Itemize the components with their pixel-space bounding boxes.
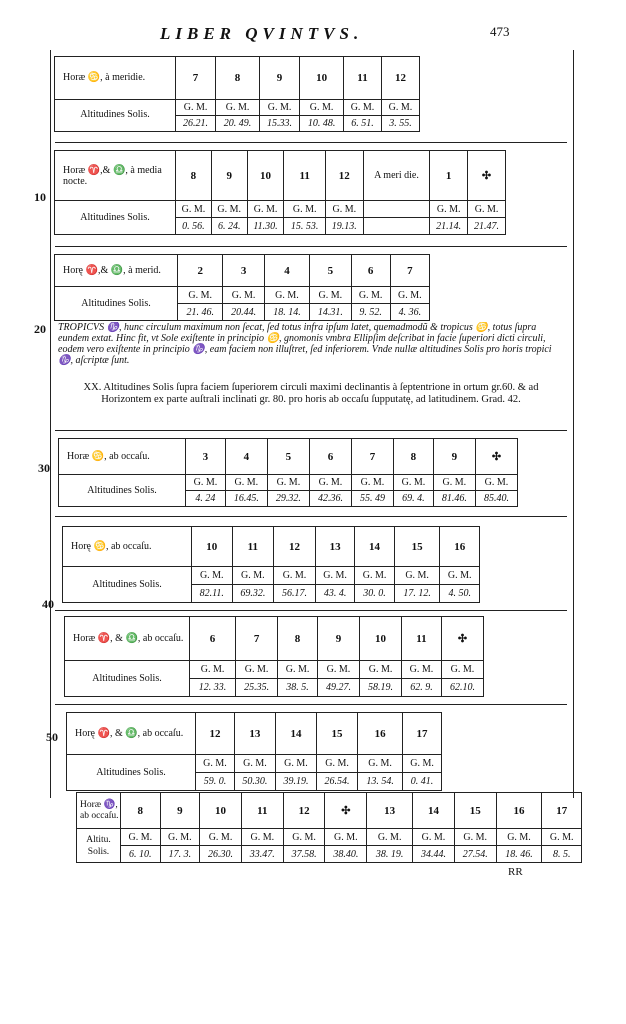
table-8 bbox=[76, 792, 582, 863]
hour-cell: ✣ bbox=[441, 617, 483, 661]
value-cell: 9. 52. bbox=[351, 304, 390, 321]
value-cell: 20. 49. bbox=[216, 115, 260, 131]
gm-cell: G. M. bbox=[176, 201, 212, 218]
tropic-note: TROPICVS ♑, hunc circulum maximum non ſecat, ſed totus infra ipſum latet, quemadmodũ & tropicus ♋, totus ſupra eundem extat. Hinc fit, vt Sole exiſtente in principio ♋, gnomonis vmbra Ellipſim deſcribat in facie ſuperiori dicti circuli, eodem vero exiſtente in principio ♑, eam faciem non illuſtret, ſed inferiorem. Vnde nullæ altitudines Solis pro horis tropici ♑, aſcriptæ ſunt. bbox=[58, 322, 552, 366]
value-cell: 62.10. bbox=[441, 679, 483, 697]
gm-cell: G. M. bbox=[454, 829, 496, 846]
gm-cell: G. M. bbox=[351, 287, 390, 304]
hour-cell: 8 bbox=[176, 151, 212, 201]
value-cell: 26.54. bbox=[317, 773, 358, 791]
hour-cell: 7 bbox=[176, 57, 216, 100]
hour-cell: 1 bbox=[430, 151, 468, 201]
hour-cell: 13 bbox=[315, 527, 354, 567]
value-cell: 85.40. bbox=[475, 491, 517, 507]
hour-cell: 6 bbox=[309, 439, 351, 475]
hour-cell: 14 bbox=[413, 793, 455, 829]
value-cell: 27.54. bbox=[454, 846, 496, 863]
gm-cell: G. M. bbox=[247, 201, 284, 218]
hour-cell: 6 bbox=[351, 255, 390, 287]
value-cell: 50.30. bbox=[234, 773, 275, 791]
line-number: 30 bbox=[38, 461, 50, 475]
hour-cell: 9 bbox=[433, 439, 475, 475]
divider bbox=[55, 610, 567, 611]
gm-cell: G. M. bbox=[475, 475, 517, 491]
divider bbox=[55, 516, 567, 517]
table-6 bbox=[64, 616, 484, 697]
hour-cell: 11 bbox=[232, 527, 274, 567]
gm-cell: G. M. bbox=[344, 99, 382, 115]
gm-cell: G. M. bbox=[441, 661, 483, 679]
hour-cell: 11 bbox=[284, 151, 325, 201]
value-cell: 0. 56. bbox=[176, 218, 212, 235]
row-label: Altitudines Solis. bbox=[63, 567, 192, 603]
hour-cell: 5 bbox=[310, 255, 351, 287]
value-cell: 37.58. bbox=[283, 846, 325, 863]
gm-cell: G. M. bbox=[275, 755, 316, 773]
value-cell: 69.32. bbox=[232, 585, 274, 603]
value-cell: 6. 51. bbox=[344, 115, 382, 131]
gm-cell: G. M. bbox=[186, 475, 226, 491]
value-cell: 10. 48. bbox=[300, 115, 344, 131]
gm-cell: G. M. bbox=[433, 475, 475, 491]
value-cell: 81.46. bbox=[433, 491, 475, 507]
hour-cell: 8 bbox=[121, 793, 161, 829]
value-cell: 3. 55. bbox=[381, 115, 419, 131]
hour-cell: 13 bbox=[234, 713, 275, 755]
table-3 bbox=[54, 254, 430, 321]
gm-cell: G. M. bbox=[178, 287, 223, 304]
hour-cell: 3 bbox=[223, 255, 264, 287]
gm-cell: G. M. bbox=[358, 755, 403, 773]
hour-label: Horæ ♈, & ♎, ab occaſu. bbox=[65, 617, 190, 661]
value-cell: 21. 46. bbox=[178, 304, 223, 321]
gm-cell: G. M. bbox=[310, 287, 351, 304]
value-cell: 15.33. bbox=[260, 115, 300, 131]
divider bbox=[55, 246, 567, 247]
hour-cell: 8 bbox=[394, 439, 434, 475]
value-cell: 17. 3. bbox=[160, 846, 200, 863]
line-number: 50 bbox=[46, 730, 58, 744]
gm-cell: G. M. bbox=[192, 567, 233, 585]
table-4 bbox=[58, 438, 518, 507]
gm-cell: G. M. bbox=[355, 567, 394, 585]
hour-cell: 10 bbox=[300, 57, 344, 100]
row-label: Altitudines Solis. bbox=[65, 661, 190, 697]
gm-cell: G. M. bbox=[160, 829, 200, 846]
value-cell: 38. 5. bbox=[278, 679, 318, 697]
gm-cell: G. M. bbox=[241, 829, 283, 846]
value-cell: 55. 49 bbox=[351, 491, 393, 507]
value-cell: 8. 5. bbox=[542, 846, 582, 863]
value-cell: 43. 4. bbox=[315, 585, 354, 603]
hour-label: Horę ♋, ab occaſu. bbox=[63, 527, 192, 567]
gm-cell: G. M. bbox=[542, 829, 582, 846]
value-cell: 19.13. bbox=[325, 218, 363, 235]
hour-cell: 10 bbox=[200, 793, 242, 829]
value-cell: 25.35. bbox=[236, 679, 278, 697]
gm-cell: G. M. bbox=[274, 567, 316, 585]
gm-cell bbox=[363, 201, 430, 218]
gm-cell: G. M. bbox=[309, 475, 351, 491]
hour-cell: 4 bbox=[264, 255, 309, 287]
value-cell: 4. 24 bbox=[186, 491, 226, 507]
gm-cell: G. M. bbox=[200, 829, 242, 846]
hour-cell: 15 bbox=[317, 713, 358, 755]
hour-cell: 6 bbox=[190, 617, 236, 661]
hour-cell: 11 bbox=[241, 793, 283, 829]
gm-cell: G. M. bbox=[325, 201, 363, 218]
line-number: 10 bbox=[34, 190, 46, 204]
value-cell: 20.44. bbox=[223, 304, 264, 321]
running-head: LIBER QVINTVS. bbox=[160, 24, 364, 43]
hour-cell: ✣ bbox=[475, 439, 517, 475]
value-cell: 59. 0. bbox=[196, 773, 235, 791]
gm-cell: G. M. bbox=[430, 201, 468, 218]
hour-cell: ✣ bbox=[325, 793, 367, 829]
gm-cell: G. M. bbox=[176, 99, 216, 115]
hour-label: Horæ ♋, ab occaſu. bbox=[59, 439, 186, 475]
value-cell: 18. 46. bbox=[496, 846, 542, 863]
hour-label: Horæ ♋, à meridie. bbox=[55, 57, 176, 100]
value-cell: 39.19. bbox=[275, 773, 316, 791]
value-cell: 42.36. bbox=[309, 491, 351, 507]
section-heading: XX. Altitudines Solis ſupra faciem ſuperiorem circuli maximi declinantis à ſeptentrione in ortum gr.60. & ad Horizontem ex parte auſtrali inclinati gr. 80. pro horis ab occaſu ſupputatę, ad latitudinem. Grad. 42. bbox=[83, 382, 539, 405]
value-cell: 56.17. bbox=[274, 585, 316, 603]
value-cell: 30. 0. bbox=[355, 585, 394, 603]
hour-cell: 9 bbox=[211, 151, 247, 201]
hour-cell: 8 bbox=[216, 57, 260, 100]
gm-cell: G. M. bbox=[394, 475, 434, 491]
gm-cell: G. M. bbox=[196, 755, 235, 773]
row-label: Altitudines Solis. bbox=[55, 287, 178, 321]
value-cell: 18. 14. bbox=[264, 304, 309, 321]
gm-cell: G. M. bbox=[300, 99, 344, 115]
value-cell: 15. 53. bbox=[284, 218, 325, 235]
hour-cell: ✣ bbox=[468, 151, 506, 201]
page-header bbox=[0, 24, 626, 46]
gm-cell: G. M. bbox=[121, 829, 161, 846]
hour-cell: 7 bbox=[236, 617, 278, 661]
value-cell: 16.45. bbox=[225, 491, 267, 507]
gm-cell: G. M. bbox=[440, 567, 480, 585]
row-label: Altitudines Solis. bbox=[67, 755, 196, 791]
hour-cell: 9 bbox=[317, 617, 359, 661]
table-2 bbox=[54, 150, 506, 235]
hour-cell: 15 bbox=[394, 527, 440, 567]
table-5 bbox=[62, 526, 480, 603]
hour-cell: 8 bbox=[278, 617, 318, 661]
gm-cell: G. M. bbox=[403, 755, 442, 773]
hour-cell: 2 bbox=[178, 255, 223, 287]
gm-cell: G. M. bbox=[211, 201, 247, 218]
hour-cell: A meri die. bbox=[363, 151, 430, 201]
value-cell: 14.31. bbox=[310, 304, 351, 321]
hour-cell: 11 bbox=[344, 57, 382, 100]
gm-cell: G. M. bbox=[234, 755, 275, 773]
hour-cell: 7 bbox=[351, 439, 393, 475]
value-cell: 6. 10. bbox=[121, 846, 161, 863]
value-cell: 26.21. bbox=[176, 115, 216, 131]
hour-cell: 9 bbox=[260, 57, 300, 100]
table-1 bbox=[54, 56, 420, 132]
hour-cell: 17 bbox=[403, 713, 442, 755]
hour-cell: 3 bbox=[186, 439, 226, 475]
value-cell: 58.19. bbox=[360, 679, 402, 697]
value-cell: 4. 36. bbox=[390, 304, 429, 321]
value-cell: 69. 4. bbox=[394, 491, 434, 507]
hour-cell: 12 bbox=[325, 151, 363, 201]
gm-cell: G. M. bbox=[317, 755, 358, 773]
gm-cell: G. M. bbox=[496, 829, 542, 846]
hour-cell: 10 bbox=[192, 527, 233, 567]
hour-cell: 16 bbox=[496, 793, 542, 829]
value-cell: 34.44. bbox=[413, 846, 455, 863]
hour-label: Horę ♈,& ♎, à merid. bbox=[55, 255, 178, 287]
hour-cell: 16 bbox=[358, 713, 403, 755]
value-cell: 21.14. bbox=[430, 218, 468, 235]
hour-cell: 4 bbox=[225, 439, 267, 475]
gm-cell: G. M. bbox=[284, 201, 325, 218]
value-cell bbox=[363, 218, 430, 235]
gm-cell: G. M. bbox=[367, 829, 413, 846]
hour-label: Horæ ♑, ab occaſu. bbox=[77, 793, 121, 829]
value-cell: 38.40. bbox=[325, 846, 367, 863]
gm-cell: G. M. bbox=[413, 829, 455, 846]
gm-cell: G. M. bbox=[236, 661, 278, 679]
gm-cell: G. M. bbox=[325, 829, 367, 846]
hour-cell: 15 bbox=[454, 793, 496, 829]
gm-cell: G. M. bbox=[267, 475, 309, 491]
value-cell: 17. 12. bbox=[394, 585, 440, 603]
gm-cell: G. M. bbox=[190, 661, 236, 679]
value-cell: 29.32. bbox=[267, 491, 309, 507]
gm-cell: G. M. bbox=[278, 661, 318, 679]
hour-cell: 12 bbox=[283, 793, 325, 829]
hour-label: Horæ ♈,& ♎, à media nocte. bbox=[55, 151, 176, 201]
line-number: 20 bbox=[34, 322, 46, 336]
row-label: Altitu. Solis. bbox=[77, 829, 121, 863]
gm-cell: G. M. bbox=[216, 99, 260, 115]
hour-label: Horę ♈, & ♎, ab occaſu. bbox=[67, 713, 196, 755]
row-label: Altitudines Solis. bbox=[55, 99, 176, 131]
row-label: Altitudines Solis. bbox=[55, 201, 176, 235]
value-cell: 26.30. bbox=[200, 846, 242, 863]
divider bbox=[55, 430, 567, 431]
gm-cell: G. M. bbox=[390, 287, 429, 304]
gm-cell: G. M. bbox=[360, 661, 402, 679]
gm-cell: G. M. bbox=[381, 99, 419, 115]
line-number: 40 bbox=[42, 597, 54, 611]
value-cell: 62. 9. bbox=[402, 679, 442, 697]
value-cell: 11.30. bbox=[247, 218, 284, 235]
gm-cell: G. M. bbox=[315, 567, 354, 585]
gm-cell: G. M. bbox=[223, 287, 264, 304]
gm-cell: G. M. bbox=[468, 201, 506, 218]
page-number: 473 bbox=[490, 24, 510, 39]
value-cell: 6. 24. bbox=[211, 218, 247, 235]
value-cell: 12. 33. bbox=[190, 679, 236, 697]
value-cell: 49.27. bbox=[317, 679, 359, 697]
value-cell: 13. 54. bbox=[358, 773, 403, 791]
hour-cell: 10 bbox=[247, 151, 284, 201]
gm-cell: G. M. bbox=[232, 567, 274, 585]
hour-cell: 13 bbox=[367, 793, 413, 829]
value-cell: 38. 19. bbox=[367, 846, 413, 863]
hour-cell: 12 bbox=[381, 57, 419, 100]
value-cell: 4. 50. bbox=[440, 585, 480, 603]
hour-cell: 11 bbox=[402, 617, 442, 661]
gm-cell: G. M. bbox=[225, 475, 267, 491]
gm-cell: G. M. bbox=[264, 287, 309, 304]
hour-cell: 5 bbox=[267, 439, 309, 475]
hour-cell: 17 bbox=[542, 793, 582, 829]
hour-cell: 14 bbox=[275, 713, 316, 755]
gm-cell: G. M. bbox=[317, 661, 359, 679]
gm-cell: G. M. bbox=[260, 99, 300, 115]
hour-cell: 9 bbox=[160, 793, 200, 829]
value-cell: 0. 41. bbox=[403, 773, 442, 791]
hour-cell: 14 bbox=[355, 527, 394, 567]
hour-cell: 12 bbox=[196, 713, 235, 755]
divider bbox=[55, 704, 567, 705]
row-label: Altitudines Solis. bbox=[59, 475, 186, 507]
gm-cell: G. M. bbox=[402, 661, 442, 679]
hour-cell: 16 bbox=[440, 527, 480, 567]
divider bbox=[55, 142, 567, 143]
gm-cell: G. M. bbox=[394, 567, 440, 585]
value-cell: 82.11. bbox=[192, 585, 233, 603]
value-cell: 21.47. bbox=[468, 218, 506, 235]
value-cell: 33.47. bbox=[241, 846, 283, 863]
signature-mark: RR bbox=[508, 866, 523, 878]
gm-cell: G. M. bbox=[351, 475, 393, 491]
hour-cell: 12 bbox=[274, 527, 316, 567]
table-7 bbox=[66, 712, 442, 791]
hour-cell: 7 bbox=[390, 255, 429, 287]
gm-cell: G. M. bbox=[283, 829, 325, 846]
hour-cell: 10 bbox=[360, 617, 402, 661]
